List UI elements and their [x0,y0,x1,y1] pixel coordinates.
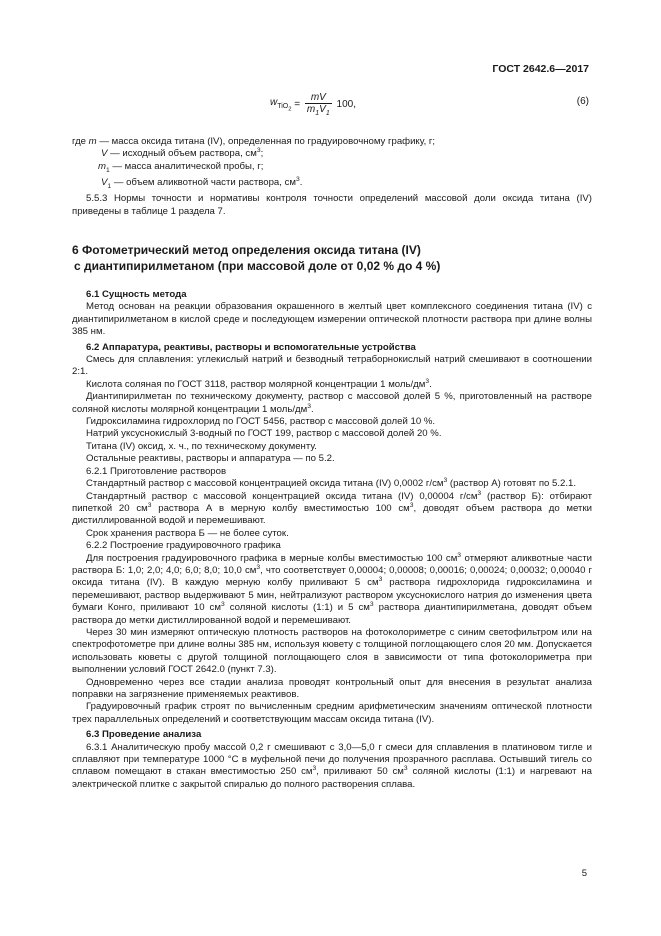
section-6-heading [72,242,592,274]
definition-v1: $V_1$ — объем аликвотной части раствора, $см^3$. [101,175,303,191]
definitions-block [72,136,592,218]
section-6-heading-line1: 6 Фотометрический метод определения оксида титана (IV) [72,243,421,257]
formula-numerator: mV [305,92,332,104]
standard-number: ГОСТ 2642.6—2017 [492,63,589,75]
subsection-6-2-title: 6.2 Аппаратура, реактивы, растворы и вспомогательные устройства [86,341,416,353]
page-number: 5 [581,868,587,879]
paragraph: 6.3.1 Аналитическую пробу массой 0,2 г смешивают с 3,0—5,0 г смеси для сплавления в платиновом тигле и сплавляют при температуре 1000 °С в муфельной печи до получения прозрачного расплава. Остывший тигель со сплавом помещают в стакан вместимостью 250 $см^3$, приливают 50 $см^3$ соляной кислоты (1:1) и нагревают на электрической плитке с закрытой спиралью до полного растворения сплава. [72,741,592,790]
section-6-body [72,286,592,791]
paragraph: Стандартный раствор с массовой концентрацией оксида титана (IV) 0,0002 $г/см^3$ (раствор А) готовят по 5.2.1. [86,476,577,490]
subsection-6-3-title: 6.3 Проведение анализа [86,729,202,741]
paragraph: Смесь для сплавления: углекислый натрий и безводный тетраборнокислый натрий смешивают в соотношении 2:1. [72,354,592,378]
formula-lhs: $w_{TiO_2}$ [270,96,292,113]
formula-denominator: $m_1V_1$ [306,104,330,117]
paragraph: Гидроксиламина гидрохлорид по ГОСТ 5456, раствор с массовой долей 10 %. [86,416,436,428]
formula-tail: 100, [336,99,356,110]
paragraph: Срок хранения раствора Б — не более суток. [86,527,289,539]
paragraph: Кислота соляная по ГОСТ 3118, раствор молярной концентрации 1 моль/$дм^3$. [86,377,432,390]
definition-m1: $m_1$ — масса аналитической пробы, г; [98,160,264,174]
definition-v: V — исходный объем раствора, $см^3$; [101,147,264,160]
paragraph: Для построения градуировочного графика в мерные колбы вместимостью 100 $см^3$ отмеряют аликвотные части раствора Б: 1,0; 2,0; 4,0; 6,0; 8,0; 10,0 $см^3$, что соответствует 0,00004; 0,00008; 0,00016; 0,00024; 0,00032; 0,00040 г оксида титана (IV). В каждую мерную колбу приливают 5 $см^3$ раствора гидрохлорида гидроксиламина и перемешивают, раствор выдерживают 5 мин, нейтрализуют раствором уксуснокислого натрия до изменения цвета бумаги Конго, приливают 10 $см^3$ соляной кислоты (1:1) и 5 $см^3$ раствора диантипирилметана, доводят объем раствора до метки дистиллированной водой и перемешивают. [72,551,593,626]
formula-fraction [305,92,332,117]
paragraph: Градуировочный график строят по вычисленным средним арифметическим значениям оптической плотности трех параллельных определений и соответствующим массам оксида титана (IV). [72,701,592,725]
paragraph: Через 30 мин измеряют оптическую плотность растворов на фотоколориметре с синим светофильтром или на спектрофотометре при длине волны 385 нм, используя кювету с толщиной поглощающего слоя 20 мм. Допускается использовать кюветы с другой толщиной поглощающего слоя в зависимости от типа фотоколориметра при выполнении условий ГОСТ 2642.0 (пункт 7.3). [72,626,592,676]
subsection-6-2-2-title: 6.2.2 Построение градуировочного графика [86,540,281,552]
paragraph: Стандартный раствор с массовой концентрацией оксида титана (IV) 0,00004 $г/см^3$ (раствор Б): отбирают пипеткой 20 $см^3$ раствора А в мерную колбу вместимостью 100 $см^3$, доводят объем раствора до метки дистиллированной водой и перемешивают. [72,489,592,527]
paragraph: Титана (IV) оксид, х. ч., по техническому документу. [86,440,317,452]
paragraph: Одновременно через все стадии анализа проводят контрольный опыт для внесения в результат анализа поправки на загрязнение применяемых реактивов. [72,676,592,700]
paragraph-5-5-3: 5.5.3 Нормы точности и нормативы контроля точности определений массовой доли оксида титана (IV) приведены в таблице 1 раздела 7. [72,193,592,217]
paragraph: Диантипирилметан по техническому документу, раствор с массовой долей 5 %, приготовленный на растворе соляной кислоты молярной концентрации 1 моль/$дм^3$. [72,391,592,415]
formula-equals: = [294,99,301,110]
section-6-heading-line2: с диантипирилметаном (при массовой доле от 0,02 % до 4 %) [74,259,441,273]
equation-number: (6) [576,96,589,107]
definition-m: где m — масса оксида титана (IV), определенная по градуировочному графику, г; [72,136,436,147]
paragraph: Натрий уксуснокислый 3-водный по ГОСТ 199, раствор с массовой долей 20 %. [86,428,442,440]
paragraph: Метод основан на реакции образования окрашенного в желтый цвет комплексного соединения титана (IV) с диантипирилметаном в кислой среде и последующем измерении оптической плотности раствора при длине волны 385 нм. [72,301,592,338]
formula [270,92,356,117]
paragraph: Остальные реактивы, растворы и аппаратура — по 5.2. [86,453,335,465]
subsection-6-1-title: 6.1 Сущность метода [86,289,187,300]
subsection-6-2-1-title: 6.2.1 Приготовление растворов [86,465,227,477]
